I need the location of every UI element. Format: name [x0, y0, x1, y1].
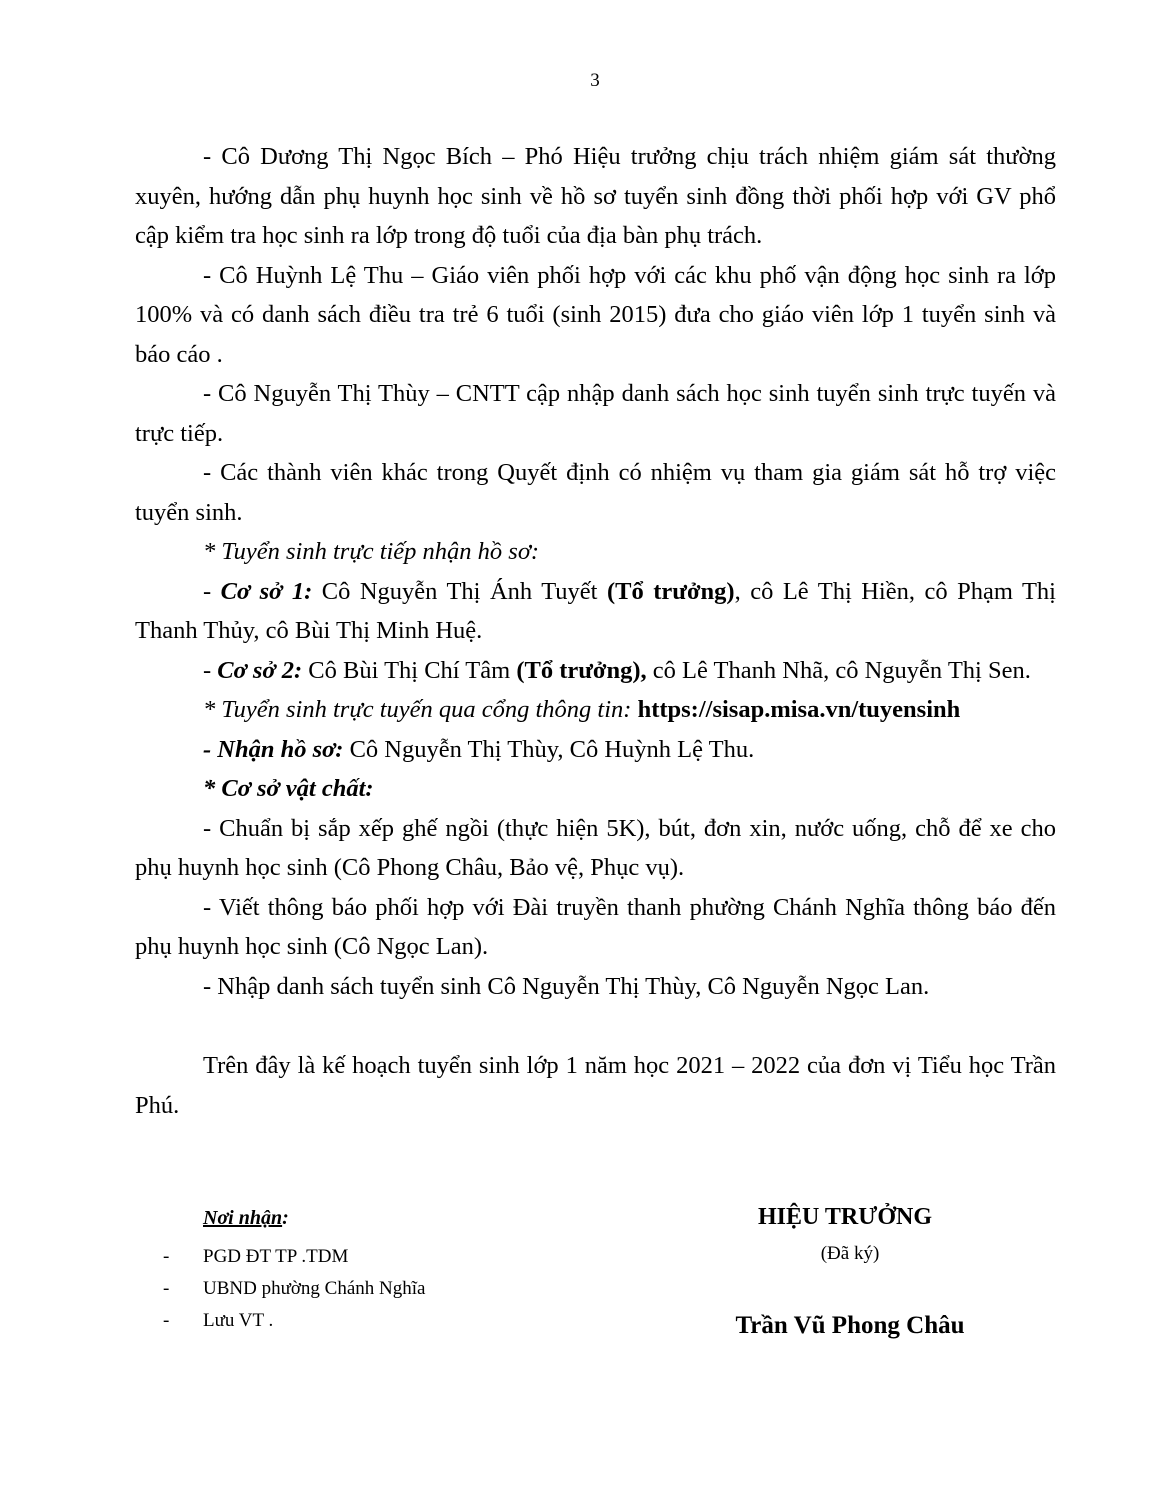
site-1-members: , cô Lê Thị Hiền, cô Phạm Thị Thanh Thủy, cô Bùi Thị Minh Huệ. — [135, 577, 1056, 644]
recipient-bullet: - — [163, 1278, 170, 1299]
signature-note: (Đã ký) — [820, 1243, 880, 1264]
recipients-title-text: Nơi nhận — [203, 1207, 283, 1229]
site-2-members: cô Lê Thanh Nhã, cô Nguyễn Thị Sen. — [652, 656, 1031, 684]
recipients-title — [203, 1207, 563, 1241]
site-1-paragraph: - Cơ sở 1: Cô Nguyễn Thị Ánh Tuyết (Tổ trưởng), cô Lê Thị Hiền, cô Phạm Thị Thanh Thủy, cô Bùi Thị Minh Huệ. — [135, 577, 1056, 644]
signature-title: HIỆU TRƯỞNG — [757, 1204, 933, 1230]
paragraph-spacer — [135, 1006, 1056, 1046]
recipient-item — [163, 1273, 563, 1305]
paragraph-cntt: - Cô Nguyễn Thị Thùy – CNTT cập nhập danh sách học sinh tuyển sinh trực tuyến và trực tiếp. — [135, 380, 1056, 447]
recipients-block — [163, 1207, 563, 1337]
site-2-leader: (Tổ trưởng), — [516, 656, 647, 684]
recipient-bullet: - — [163, 1246, 170, 1267]
paragraph-pho-hieu-truong: - Cô Dương Thị Ngọc Bích – Phó Hiệu trưởng chịu trách nhiệm giám sát thường xuyên, hướng dẫn phụ huynh học sinh về hồ sơ tuyển sinh đồng thời phối hợp với GV phổ cập kiểm tra học sinh ra lớp trong độ tuổi của địa bàn phụ trách. — [135, 143, 1056, 249]
online-enrollment-paragraph — [135, 690, 1056, 730]
receive-label: - Nhận hồ sơ: — [203, 735, 344, 763]
site-1-head: Cô Nguyễn Thị Ánh Tuyết — [321, 577, 598, 605]
page-number: 3 — [590, 70, 600, 91]
recipient-text: PGD ĐT TP .TDM — [203, 1246, 349, 1267]
direct-enrollment-heading: * Tuyển sinh trực tiếp nhận hồ sơ: — [203, 538, 540, 565]
site-2-paragraph: - Cơ sở 2: Cô Bùi Thị Chí Tâm (Tổ trưởng), cô Lê Thanh Nhã, cô Nguyễn Thị Sen. — [203, 656, 1031, 684]
recipient-text: Lưu VT . — [203, 1310, 274, 1331]
facilities-item-seating: - Chuẩn bị sắp xếp ghế ngồi (thực hiện 5K), bút, đơn xin, nước uống, chỗ để xe cho phụ huynh học sinh (Cô Phong Châu, Bảo vệ, Phục vụ). — [135, 814, 1056, 881]
paragraph-thanh-vien-khac: - Các thành viên khác trong Quyết định có nhiệm vụ tham gia giám sát hỗ trợ việc tuyển sinh. — [135, 459, 1056, 526]
receive-paragraph — [135, 730, 1056, 770]
site-2-head: Cô Bùi Thị Chí Tâm — [308, 656, 511, 684]
enrollment-portal-link[interactable]: https://sisap.misa.vn/tuyensinh — [637, 696, 961, 723]
recipient-item — [163, 1241, 563, 1273]
receive-names: Cô Nguyễn Thị Thùy, Cô Huỳnh Lệ Thu. — [349, 735, 755, 763]
recipient-bullet: - — [163, 1310, 170, 1331]
site-2-label: Cơ sở 2: — [217, 656, 303, 684]
recipient-item — [163, 1305, 563, 1337]
facilities-item-announcement: - Viết thông báo phối hợp với Đài truyền thanh phường Chánh Nghĩa thông báo đến phụ huynh học sinh (Cô Ngọc Lan). — [135, 893, 1056, 960]
recipient-text: UBND phường Chánh Nghĩa — [203, 1278, 426, 1299]
facilities-heading: * Cơ sở vật chất: — [203, 775, 374, 802]
recipients-title-colon: : — [282, 1207, 289, 1229]
online-enrollment-heading: * Tuyển sinh trực tuyến qua cổng thông tin: — [203, 696, 632, 723]
facilities-item-list-entry: - Nhập danh sách tuyển sinh Cô Nguyễn Thị Thùy, Cô Nguyễn Ngọc Lan. — [203, 972, 930, 1000]
closing-paragraph: Trên đây là kế hoạch tuyển sinh lớp 1 năm học 2021 – 2022 của đơn vị Tiểu học Trần Phú. — [135, 1052, 1056, 1119]
site-1-label: Cơ sở 1: — [220, 577, 313, 605]
document-body — [135, 137, 1056, 1125]
site-1-leader: (Tổ trưởng) — [607, 577, 735, 605]
paragraph-giao-vien-pho-cap: - Cô Huỳnh Lệ Thu – Giáo viên phối hợp với các khu phố vận động học sinh ra lớp 100% và có danh sách điều tra trẻ 6 tuổi (sinh 2015) đưa cho giáo viên lớp 1 tuyển sinh và báo cáo . — [135, 261, 1056, 368]
signer-name: Trần Vũ Phong Châu — [735, 1312, 965, 1339]
signature-block — [700, 1204, 1000, 1340]
